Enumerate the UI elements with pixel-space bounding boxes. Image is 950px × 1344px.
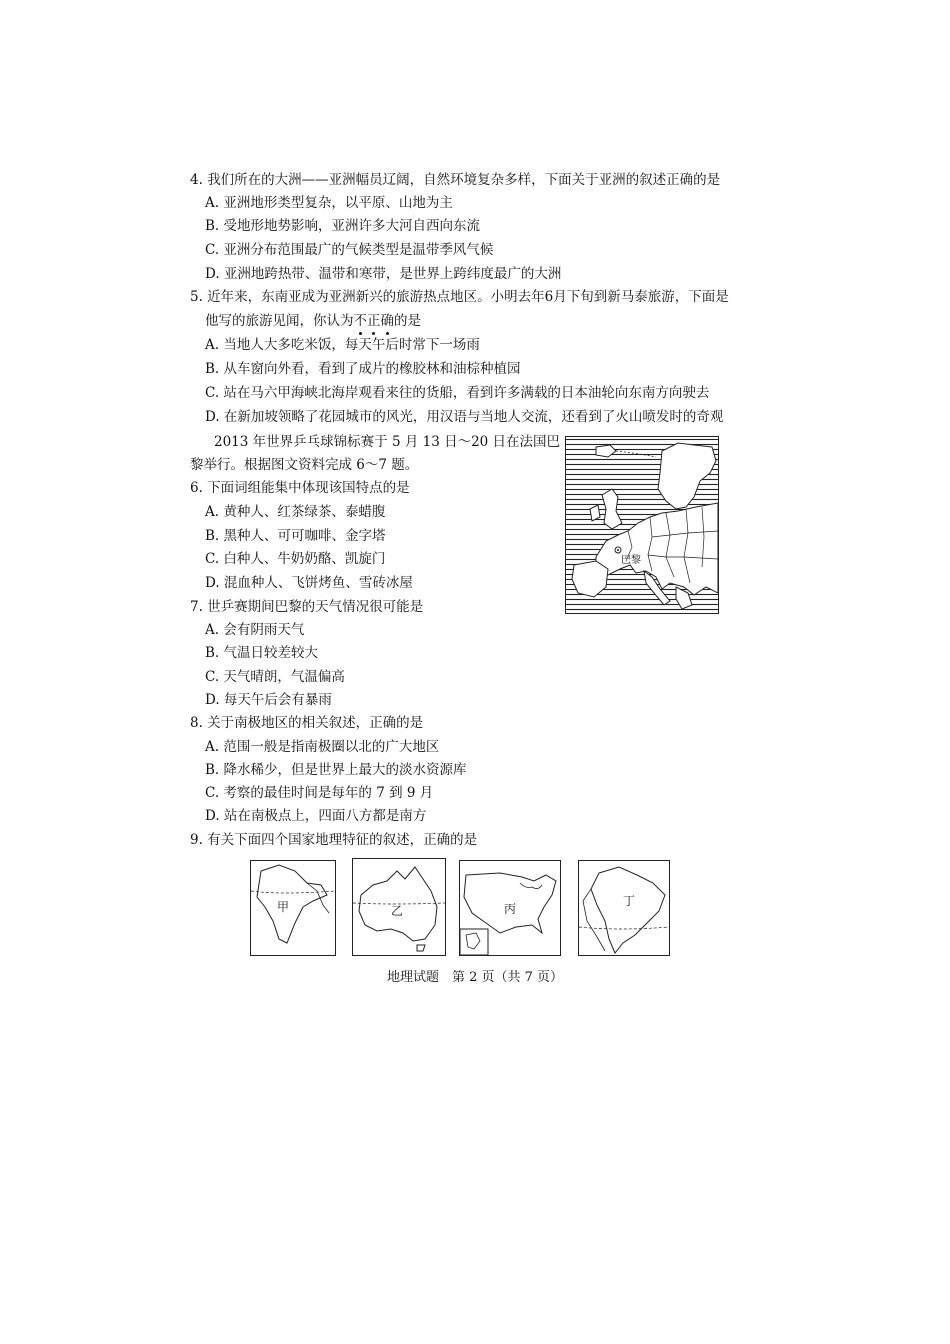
q5-emph-2: 正 [367, 313, 381, 329]
q4-option-d: D. 亚洲地跨热带、温带和寒带，是世界上跨纬度最广的大洲 [205, 266, 562, 282]
q7-option-b: B. 气温日较差较大 [205, 645, 319, 661]
q5-stem-pre: 他写的旅游见闻，你认为 [205, 313, 354, 329]
europe-map-graphic [566, 437, 718, 613]
q5-option-d: D. 在新加坡领略了花园城市的风光，用汉语与当地人交流，还看到了火山喷发时的奇观 [205, 409, 724, 425]
country-map-bing [459, 860, 561, 956]
q4-option-c: C. 亚洲分布范围最广的气候类型是温带季风气候 [205, 242, 494, 258]
q5-emph-3: 确 [380, 313, 394, 329]
q5-stem-line1: 5. 近年来，东南亚成为亚洲新兴的旅游热点地区。小明去年6月下旬到新马泰旅游，下面是 [190, 289, 729, 305]
india-map-graphic [251, 861, 335, 955]
europe-map [565, 436, 719, 614]
q6-option-d: D. 混血种人、飞饼烤鱼、雪砖冰屋 [205, 575, 413, 591]
q4-option-a: A. 亚洲地形类型复杂，以平原、山地为主 [205, 195, 453, 211]
country-map-jia [250, 860, 336, 956]
q6-stem: 6. 下面词组能集中体现该国特点的是 [190, 480, 410, 496]
q5-option-b: B. 从车窗向外看，看到了成片的橡胶林和油棕种植园 [205, 361, 521, 377]
q5-stem-line2 [205, 311, 421, 331]
usa-map-graphic [460, 861, 560, 955]
q8-option-b: B. 降水稀少，但是世界上最大的淡水资源库 [205, 762, 467, 778]
q8-stem: 8. 关于南极地区的相关叙述，正确的是 [190, 715, 424, 731]
country-map-yi [352, 858, 446, 956]
q4-stem: 4. 我们所在的大洲——亚洲幅员辽阔，自然环境复杂多样，下面关于亚洲的叙述正确的是 [190, 172, 721, 188]
q7-option-d: D. 每天午后会有暴雨 [205, 692, 332, 708]
intro67-line2: 黎举行。根据图文资料完成 6～7 题。 [190, 457, 419, 473]
label-bing: 丙 [504, 902, 517, 916]
q6-option-a: A. 黄种人、红茶绿茶、泰蜡腹 [205, 504, 386, 520]
label-yi: 乙 [391, 904, 404, 918]
q8-option-d: D. 站在南极点上，四面八方都是南方 [205, 808, 427, 824]
q5-option-c: C. 站在马六甲海峡北海岸观看来往的货船，看到许多满载的日本油轮向东南方向驶去 [205, 385, 710, 401]
label-ding: 丁 [623, 894, 636, 908]
page-footer: 地理试题 第 2 页（共 7 页） [386, 970, 564, 985]
q7-option-a: A. 会有阴雨天气 [205, 622, 305, 638]
q5-stem-post: 的是 [394, 313, 421, 329]
q6-option-c: C. 白种人、牛奶奶酪、凯旋门 [205, 551, 386, 567]
intro67-line1: 2013 年世界乒乓球锦标赛于 5 月 13 日～20 日在法国巴 [214, 434, 561, 450]
q7-stem: 7. 世乒赛期间巴黎的天气情况很可能是 [190, 599, 424, 615]
paris-label: 巴黎 [621, 555, 641, 566]
q9-stem: 9. 有关下面四个国家地理特征的叙述，正确的是 [190, 832, 478, 848]
country-map-ding [578, 860, 670, 956]
q6-option-b: B. 黑种人、可可咖啡、金字塔 [205, 528, 386, 544]
australia-map-graphic [353, 859, 445, 955]
q8-option-c: C. 考察的最佳时间是每年的 7 到 9 月 [205, 785, 434, 801]
brazil-map-graphic [579, 861, 669, 955]
label-jia: 甲 [277, 900, 290, 914]
q5-option-a: A. 当地人大多吃米饭，每天午后时常下一场雨 [205, 337, 480, 353]
q8-option-a: A. 范围一般是指南极圈以北的广大地区 [205, 739, 440, 755]
q5-emph-1: 不 [353, 313, 367, 329]
q4-option-b: B. 受地形地势影响，亚洲许多大河自西向东流 [205, 218, 481, 234]
q7-option-c: C. 天气晴朗，气温偏高 [205, 669, 345, 685]
